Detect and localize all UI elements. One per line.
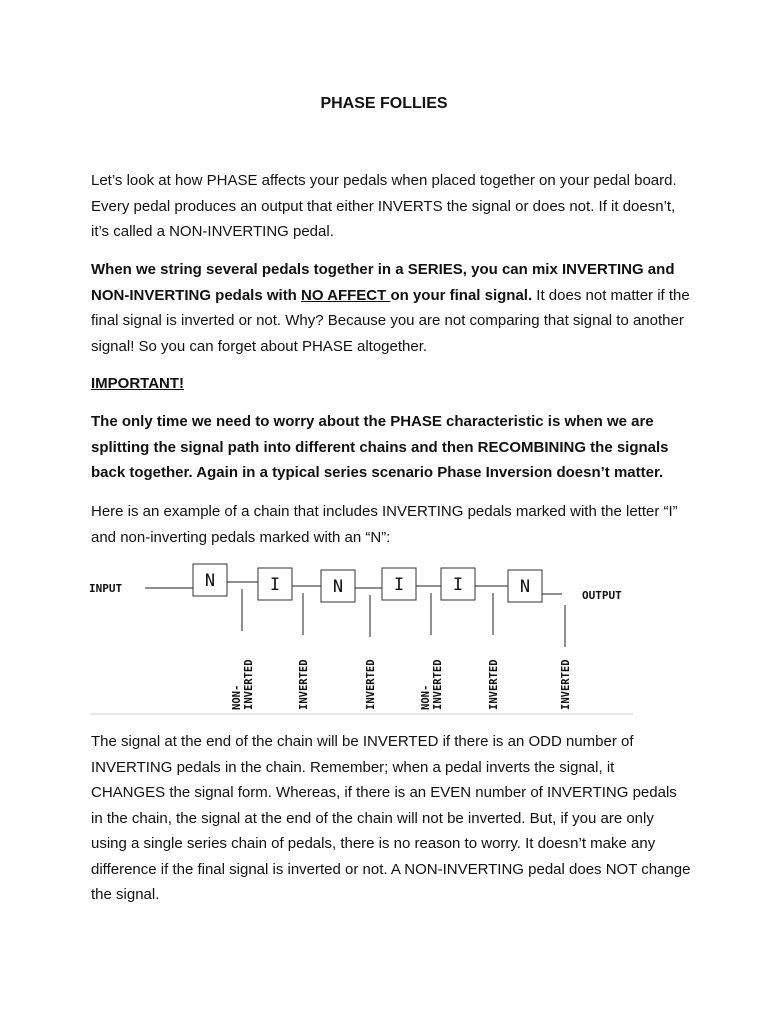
series-bold-text: When we string several pedals together in a SERIES, you can mix INVERTING and NON-INVERTING pedals with (91, 261, 675, 304)
pedal-letter-5: I (452, 575, 464, 595)
example-intro-paragraph: Here is an example of a chain that includes INVERTING pedals marked with the letter “I” and non-inverting pedals marked with an “N”: (91, 503, 678, 546)
pedal-letter-2: I (269, 575, 281, 595)
series-normal-text: It does not matter if the final signal is inverted or not. Why? Because you are not comparing that signal to another signal! So you can forget about PHASE altogether. (91, 286, 690, 355)
pedal-letter-4: I (393, 575, 405, 595)
important-heading: IMPORTANT! (91, 375, 185, 392)
series-paragraph (91, 257, 691, 359)
pedal-chain-diagram (85, 555, 645, 720)
page-title: PHASE FOLLIES (320, 95, 448, 112)
tap-label-5: INVERTED (488, 659, 500, 710)
pedal-letter-1: N (204, 571, 216, 591)
tap-label-1-2: INVERTED (243, 659, 255, 710)
pedal-letter-6: N (519, 577, 531, 597)
tap-label-6: INVERTED (560, 659, 572, 710)
tap-label-4-2: INVERTED (432, 659, 444, 710)
pedal-letter-3: N (332, 577, 344, 597)
input-label: INPUT (89, 582, 123, 595)
tap-label-1-1: NON- (231, 684, 243, 710)
conclusion-paragraph: The signal at the end of the chain will be INVERTED if there is an ODD number of INVERTING pedals in the chain. Remember; when a pedal inverts the signal, it CHANGES the signal form. Whereas, if there is an EVEN number of INVERTING pedals in the chain, the signal at the end of the chain will not be inverted. But, if you are only using a single series chain of pedals, there is no reason to worry. It doesn’t make any difference if the final signal is inverted or not. A NON-INVERTING pedal does NOT change the signal. (91, 733, 691, 903)
tap-label-3: INVERTED (365, 659, 377, 710)
output-label: OUTPUT (582, 589, 622, 602)
no-affect-text: NO AFFECT (301, 286, 391, 304)
series-bold-text-2: on your final signal. (390, 286, 533, 304)
tap-label-2: INVERTED (298, 659, 310, 710)
phase-warning-paragraph: The only time we need to worry about the PHASE characteristic is when we are splitting the signal path into different chains and then RECOMBINING the signals back together. Again in a typical series scenario Phase Inversion doesn’t matter. (91, 413, 669, 481)
intro-paragraph: Let’s look at how PHASE affects your pedals when placed together on your pedal board. Every pedal produces an output that either INVERTS the signal or does not. If it doesn’t, it’s called a NON-INVERTING pedal. (91, 172, 677, 240)
tap-label-4-1: NON- (420, 684, 432, 710)
